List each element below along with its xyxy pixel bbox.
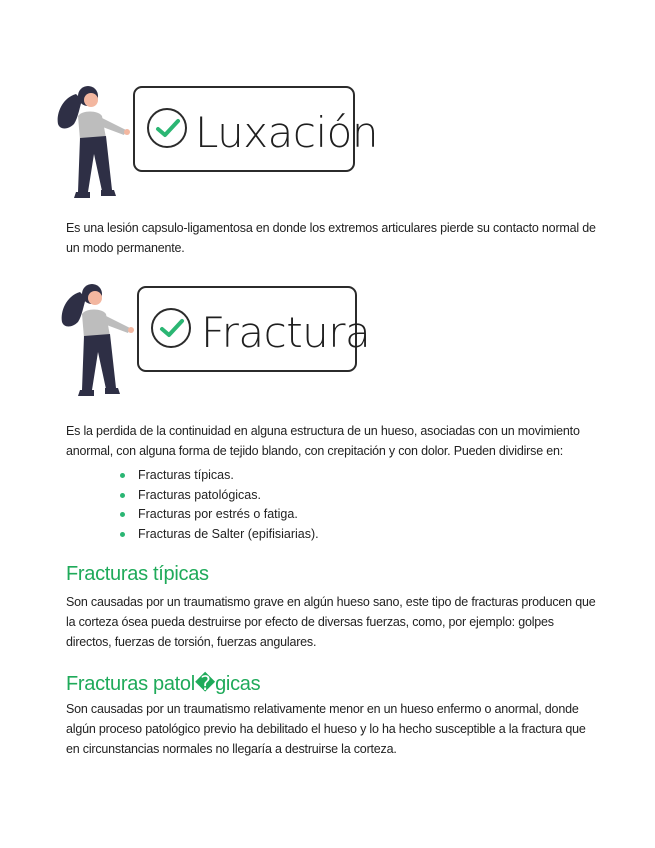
fractura-definition: Es la perdida de la continuidad en alguna estructura de un hueso, asociadas con un movimiento anormal, con alguna forma de tejido blando, con crepitación y con dolor. Pueden dividirse en:: [66, 424, 580, 458]
tipicas-body: Son causadas por un traumatismo grave en algún hueso sano, este tipo de fracturas producen que la corteza ósea pueda destruirse por efecto de diversas fuerzas, como, por ejemplo: golpes directos, fuerzas de torsión, fuerzas angulares.: [66, 595, 596, 649]
woman-illustration: [54, 80, 140, 210]
patologicas-body: Son causadas por un traumatismo relativamente menor en un hueso enfermo o anormal, donde algún proceso patológico previo ha debilitado el hueso y lo ha hecho susceptible a la fractura que en circunstancias normales no llegaría a destruirse la corteza.: [66, 702, 586, 756]
check-circle-icon: [147, 108, 187, 148]
fractura-title: Fractura: [201, 308, 371, 357]
tipicas-heading: Fracturas típicas: [66, 563, 209, 585]
list-item: Fracturas de Salter (epifisiarias).: [118, 525, 319, 545]
woman-illustration: [58, 278, 144, 408]
check-circle-icon: [151, 308, 191, 348]
fractura-title-card: [137, 286, 371, 372]
luxacion-title: Luxación: [195, 108, 378, 157]
patologicas-heading: Fracturas patol�gicas: [66, 673, 261, 695]
luxacion-title-card: [133, 86, 378, 172]
list-item: Fracturas típicas.: [118, 466, 319, 486]
fracture-types-list: [118, 466, 319, 544]
list-item: Fracturas patológicas.: [118, 486, 319, 506]
list-item: Fracturas por estrés o fatiga.: [118, 505, 319, 525]
luxacion-definition: Es una lesión capsulo-ligamentosa en donde los extremos articulares pierde su contacto normal de un modo permanente.: [66, 221, 596, 255]
